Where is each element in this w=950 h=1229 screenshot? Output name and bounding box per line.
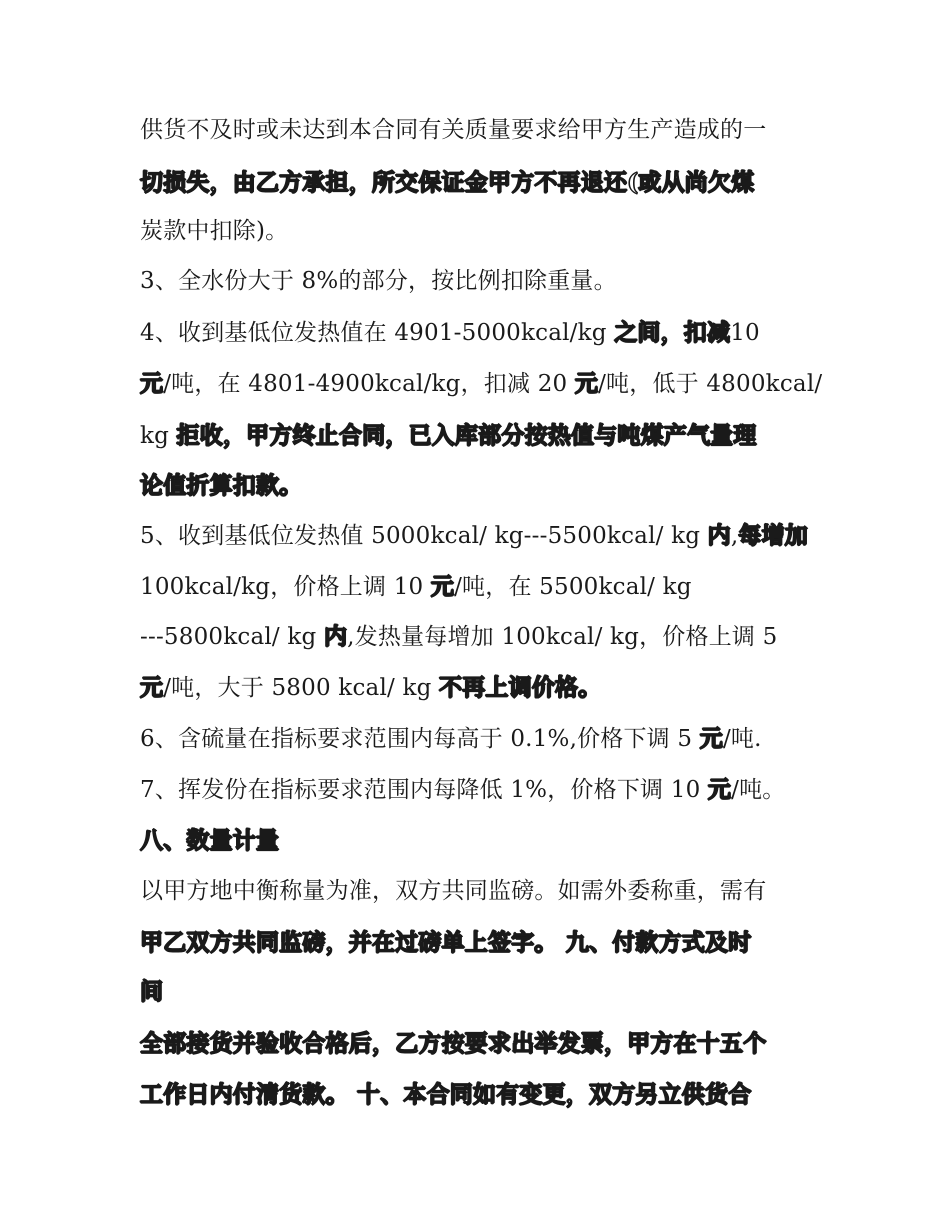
text-span: 全部接货并验收合格后，乙方按要求出举发票，甲方在十五个 bbox=[140, 1030, 767, 1057]
text-span: 10 bbox=[730, 320, 760, 346]
text-span: /吨，在 5500kcal/ kg bbox=[454, 574, 692, 600]
text-line bbox=[140, 874, 820, 908]
text-span: 元 bbox=[707, 776, 732, 803]
text-line bbox=[140, 264, 820, 298]
text-span: ,发热量每增加 100kcal/ kg，价格上调 5 bbox=[347, 624, 778, 650]
text-span: kg bbox=[140, 423, 177, 449]
text-span: 炭款中扣除)。 bbox=[140, 218, 289, 244]
text-line bbox=[140, 419, 820, 453]
text-span: 元 bbox=[574, 370, 599, 397]
text-span: 每增加 bbox=[738, 522, 808, 549]
text-line bbox=[140, 570, 820, 604]
text-span: 不再上调价格。 bbox=[439, 674, 602, 701]
text-span: 甲乙双方共同监磅，并在过磅单上签字。 九、付款方式及时 bbox=[140, 929, 752, 956]
text-line bbox=[140, 1078, 820, 1112]
text-span: 6、含硫量在指标要求范围内每高于 0.1%,价格下调 5 bbox=[140, 726, 700, 752]
text-line bbox=[140, 975, 820, 1009]
text-span: 八、数量计量 bbox=[140, 827, 280, 854]
text-line bbox=[140, 214, 820, 248]
text-span: 切损失，由乙方承担，所交保证金甲方不再退还(或从尚欠煤 bbox=[140, 169, 755, 196]
text-span: 元 bbox=[699, 725, 723, 752]
text-span: 供货不及时或未达到本合同有关质量要求给甲方生产造成的一 bbox=[140, 117, 767, 143]
text-span: 100kcal/kg，价格上调 10 bbox=[140, 574, 431, 600]
text-span: ---5800kcal/ kg bbox=[140, 624, 324, 650]
text-span: 元 bbox=[140, 674, 164, 701]
text-line bbox=[140, 469, 820, 503]
text-line bbox=[140, 926, 820, 960]
text-line bbox=[140, 166, 820, 200]
text-span: 4、收到基低位发热值在 4901-5000kcal/kg bbox=[140, 320, 615, 346]
text-line bbox=[140, 519, 820, 553]
text-line bbox=[140, 722, 820, 756]
text-span: 之间，扣减 bbox=[614, 319, 731, 346]
text-span: 工作日内付清货款。 十、本合同如有变更，双方另立供货合 bbox=[140, 1081, 752, 1108]
text-span: /吨，在 4801-4900kcal/kg，扣减 20 bbox=[163, 371, 575, 397]
text-span: /吨，大于 5800 kcal/ kg bbox=[163, 675, 440, 701]
text-span: 5、收到基低位发热值 5000kcal/ kg---5500kcal/ kg bbox=[140, 523, 708, 549]
text-span: 元 bbox=[140, 370, 164, 397]
text-span: 论值折算扣款。 bbox=[140, 472, 303, 499]
text-line bbox=[140, 367, 823, 401]
text-line bbox=[140, 671, 820, 705]
text-span: /吨，低于 4800kcal/ bbox=[598, 371, 823, 397]
text-span: /吨。 bbox=[731, 777, 786, 803]
text-span: 3、全水份大于 8%的部分，按比例扣除重量。 bbox=[140, 268, 617, 294]
text-span: 拒收，甲方终止合同，已入库部分按热值与吨煤产气量理 bbox=[176, 422, 757, 449]
text-span: 内 bbox=[707, 522, 731, 549]
text-span: /吨. bbox=[722, 726, 762, 752]
text-span: 元 bbox=[430, 573, 455, 600]
text-line bbox=[140, 1027, 820, 1061]
text-span: 间 bbox=[140, 978, 164, 1005]
text-line bbox=[140, 620, 820, 654]
text-span: , bbox=[730, 523, 739, 549]
section-heading bbox=[140, 824, 820, 858]
text-line bbox=[140, 773, 820, 807]
text-span: 以甲方地中衡称量为准，双方共同监磅。如需外委称重，需有 bbox=[140, 878, 767, 904]
text-span: 内 bbox=[323, 623, 348, 650]
text-span: 7、挥发份在指标要求范围内每降低 1%，价格下调 10 bbox=[140, 777, 708, 803]
text-line bbox=[140, 316, 820, 350]
text-line bbox=[140, 113, 820, 147]
